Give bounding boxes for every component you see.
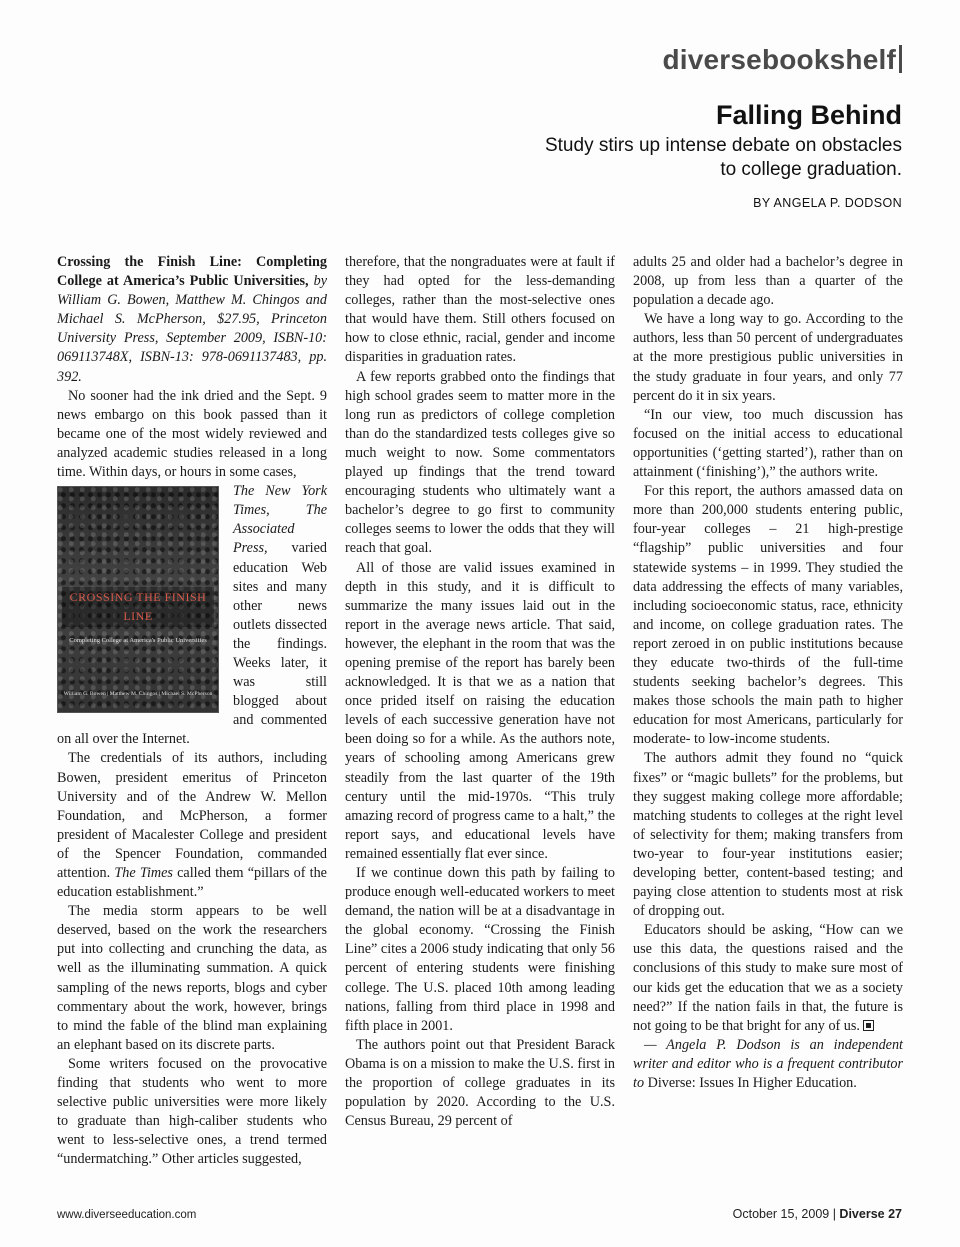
- book-cover-authors: William G. Bowen | Matthew M. Chingos | Michael S. McPherson: [63, 691, 213, 698]
- paragraph: The authors point out that President Barack Obama is on a mission to make the U.S. first in the proportion of college graduates in its population by 2020. According to the U.S. Census Bureau, 29 percent of: [345, 1036, 615, 1130]
- paragraph: We have a long way to go. According to the authors, less than 50 percent of undergraduates at the more prestigious public universities in the study graduate in four years, and only 77 percent do it in six years.: [633, 311, 903, 404]
- end-mark-icon: [863, 1020, 874, 1031]
- author-bio-text: — Angela P. Dodson is an independent writer and editor who is a frequent contributor to: [633, 1036, 903, 1092]
- publication-name: The Times: [114, 865, 173, 881]
- paragraph-text: Educators should be asking, “How can we use this data, the questions raised and the conclusions of this study to make sure most of our kids get the education that we as a society need?” If the nation fails in that, the future is not going to be that bright for any of us.: [633, 922, 903, 1034]
- page-number: 27: [884, 1207, 902, 1221]
- paragraph-text: called them “pillars of the education establishment.”: [57, 865, 327, 901]
- book-cover-subtitle: Completing College at America's Public Universities: [69, 637, 207, 645]
- column-1: [57, 253, 327, 1170]
- author-bio: [633, 1036, 903, 1093]
- author-bio-publication: Diverse: Issues In Higher Education.: [647, 1075, 857, 1092]
- paragraph: [633, 921, 903, 1036]
- section-tag-text: diversebookshelf: [662, 44, 896, 75]
- paragraph: All of those are valid issues examined in depth in this study, and it is difficult to summarize the many issues laid out in the report in the average news article. That said, however, the elephant in the room that was the opening premise of the report has barely been acknowledged. It is that we as a nation that once prided itself on raising the education levels of each successive generation have not been doing so for a while. As the authors note, years of schooling among Americans grew steadily from the last quarter of the 19th century until the mid-1970s. “This truly amazing record of progress came to a halt,” the report says, and educational levels have remained essentially flat ever since.: [345, 559, 615, 862]
- paragraph: Some writers focused on the provocative finding that students who went to more selective public universities were more likely to graduate than high-caliber students who went to less-selective ones, a trend termed “undermatching.” Other articles suggested,: [57, 1055, 327, 1168]
- paragraph: adults 25 and older had a bachelor’s degree in 2008, up from less than a quarter of the population a decade ago.: [633, 254, 903, 309]
- book-reference-meta: by William G. Bowen, Matthew M. Chingos and Michael S. McPherson, $27.95, Princeton University Press, September 2009, ISBN-10: 069113748X, ISBN-13: 978-0691137483, pp. 392.: [57, 273, 327, 385]
- book-reference: [57, 253, 327, 387]
- column-2: [345, 253, 615, 1131]
- book-cover-image: [57, 486, 219, 713]
- column-3: [633, 253, 903, 1093]
- paragraph: “In our view, too much discussion has focused on the initial access to educational opportunities (‘getting started’), rather than on attainment (‘finishing’),” the authors write.: [633, 406, 903, 481]
- section-tag: [662, 44, 902, 76]
- paragraph-text: No sooner had the ink dried and the Sept. 9 news embargo on this book passed than it became one of the most widely reviewed and analyzed academic studies released in a long time. Within days, or hours in some cases,: [57, 387, 327, 481]
- paragraph: A few reports grabbed onto the findings that high school grades seem to matter more in the long run as predictors of college completion than do the standardized tests colleges give so much weight to now. Some commentators played up findings that the trend toward encouraging students who ultimately want a bachelor’s degree to go first to community colleges seems to lower the odds that they will reach that goal.: [345, 368, 615, 557]
- footer-magazine: Diverse: [839, 1207, 885, 1221]
- section-tag-bar: [899, 45, 902, 73]
- paragraph: [57, 387, 327, 482]
- book-cover-title: CROSSING THE FINISH LINE: [62, 587, 214, 627]
- article-subtitle: Study stirs up intense debate on obstacles to college graduation.: [544, 135, 902, 180]
- publication-names: The New York Times, The Associated Press,: [233, 483, 327, 557]
- paragraph-text: The credentials of its authors, including Bowen, president emeritus of Princeton University and of the Andrew W. Mellon Foundation, and McPherson, a former president of Macalester College and president of the Spencer Foundation, commanded attention.: [57, 750, 327, 881]
- paragraph: For this report, the authors amassed data on more than 200,000 students entering public, four-year colleges – 21 high-prestige “flagship” public universities and four statewide systems – in 1999. They studied the data addressing the effects of many variables, including socioeconomic status, race, ethnicity and income, on college graduation rates. The report zeroed in on public institutions because they educate two-thirds of the full-time students seeking bachelor’s degrees. This makes those schools the main path to higher education for most Americans, particularly for moderate- to low-income students.: [633, 483, 903, 748]
- paragraph-text: varied education Web sites and many other news outlets dissected the findings. Weeks later, it was still blogged about and commented on all over the Internet.: [57, 540, 327, 748]
- paragraph: The media storm appears to be well deserved, based on the work the researchers put into collecting and crunching the data, as well as the illuminating summation. A quick sampling of the news reports, blogs and cyber commentary about the work, however, brings to mind the fable of the blind man explaining an elephant based on its discrete parts.: [57, 903, 327, 1053]
- paragraph: The authors admit they found no “quick fixes” or “magic bullets” for the problems, but they suggest making college more affordable; matching students to colleges at the right level of selectivity for them; making transfers from two-year to four-year institutions easier; developing better, content-based testing; and paying close attention to students most at risk of dropping out.: [633, 750, 903, 920]
- article-title: Falling Behind: [716, 100, 902, 130]
- book-reference-title: Crossing the Finish Line: Completing College at America’s Public Universities,: [57, 254, 327, 290]
- footer-url: www.diverseeducation.com: [57, 1209, 197, 1221]
- paragraph: therefore, that the nongraduates were at fault if they had opted for the less-demanding colleges, rather than the most-selective ones that would have them. Still others focused on how to close ethnic, racial, gender and income disparities in graduation rates.: [345, 254, 615, 366]
- paragraph: If we continue down this path by failing to produce enough well-educated workers to meet demand, the nation will be at a disadvantage in the global economy. “Crossing the Finish Line” cites a 2006 study indicating that only 56 percent of entering students were finishing college. The U.S. placed 10th among leading nations, falling from third place in 1998 and fifth place in 2001.: [345, 865, 615, 1034]
- paragraph: [57, 749, 327, 902]
- footer-folio: [733, 1207, 902, 1221]
- byline: BY ANGELA P. DODSON: [753, 196, 902, 210]
- footer-date: October 15, 2009 |: [732, 1207, 840, 1221]
